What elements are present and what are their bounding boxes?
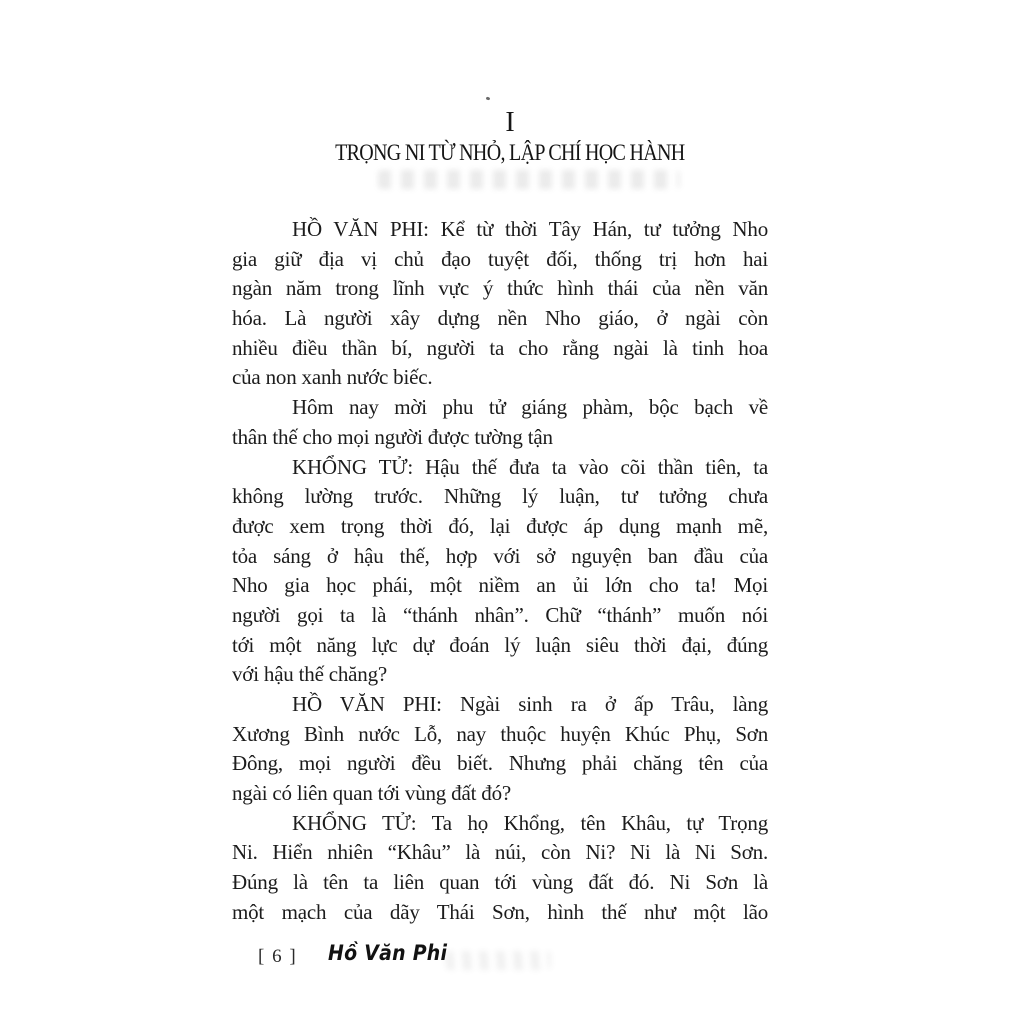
scan-speck (486, 96, 491, 100)
body-text (232, 215, 768, 928)
author-signature: Hồ Văn Phi (328, 941, 448, 965)
text-line: Hôm nay mời phu tử giáng phàm, bộc bạch về (292, 395, 768, 420)
chapter-title-text: TRỌNG NI TỪ NHỎ, LẬP CHÍ HỌC HÀNH (335, 140, 685, 165)
text-line: tới một năng lực dự đoán lý luận siêu thời đại, đúng (232, 632, 768, 657)
text-line: HỒ VĂN PHI: Kể từ thời Tây Hán, tư tưởng Nho (292, 217, 768, 241)
ghost-showthrough (378, 170, 680, 189)
footer-showthrough (446, 951, 551, 970)
text-line: gia giữ địa vị chủ đạo tuyệt đối, thống trị hơn hai (232, 246, 768, 271)
text-line: tỏa sáng ở hậu thế, hợp với sở nguyện ban đầu của (232, 543, 768, 568)
text-line: người gọi ta là “thánh nhân”. Chữ “thánh” muốn nói (232, 602, 768, 627)
text-line: ngàn năm trong lĩnh vực ý thức hình thái của nền văn (232, 276, 768, 301)
text-line: ngài có liên quan tới vùng đất đó? (232, 781, 511, 806)
text-line: Xương Bình nước Lỗ, nay thuộc huyện Khúc Phụ, Sơn (232, 721, 768, 746)
chapter-title (0, 139, 1020, 167)
text-line: Nho gia học phái, một niềm an ủi lớn cho ta! Mọi (232, 573, 768, 598)
text-line: KHỔNG TỬ: Ta họ Khổng, tên Khâu, tự Trọng (292, 810, 768, 835)
text-line: được xem trọng thời đó, lại được áp dụng mạnh mẽ, (232, 513, 768, 538)
text-line: KHỔNG TỬ: Hậu thế đưa ta vào cõi thần tiên, ta (292, 454, 768, 479)
text-line: một mạch của dãy Thái Sơn, hình thế như một lão (232, 899, 768, 924)
text-line: Đúng là tên ta liên quan tới vùng đất đó. Ni Sơn là (232, 870, 768, 895)
text-line: Ni. Hiển nhiên “Khâu” là núi, còn Ni? Ni là Ni Sơn. (232, 840, 768, 865)
text-line: hóa. Là người xây dựng nền Nho giáo, ở ngài còn (232, 306, 768, 331)
page-number: [ 6 ] (258, 946, 298, 967)
text-line: của non xanh nước biếc. (232, 365, 433, 390)
chapter-number: I (505, 107, 515, 138)
text-line: HỒ VĂN PHI: Ngài sinh ra ở ấp Trâu, làng (292, 692, 768, 716)
text-line: nhiều điều thần bí, người ta cho rằng ngài là tinh hoa (232, 335, 768, 360)
text-line: Đông, mọi người đều biết. Nhưng phải chăng tên của (232, 751, 768, 776)
text-line: với hậu thế chăng? (232, 662, 388, 687)
text-line: thân thế cho mọi người được tường tận (232, 424, 553, 449)
text-line: không lường trước. Những lý luận, tư tưởng chưa (232, 484, 768, 509)
